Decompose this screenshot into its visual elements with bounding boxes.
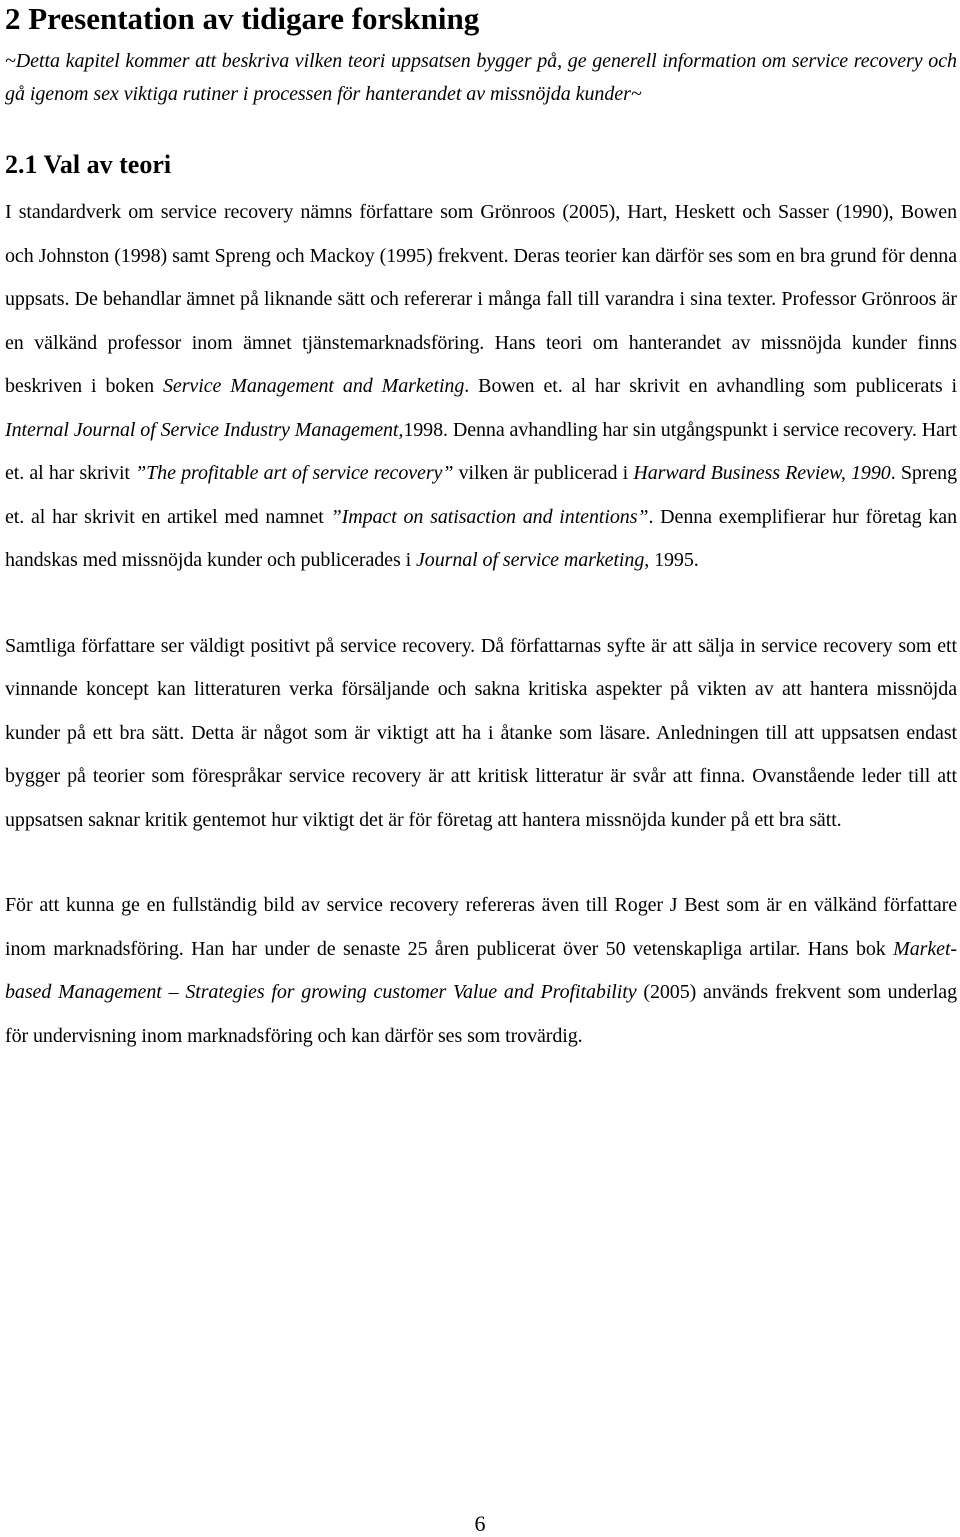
text-run: . Bowen et. al har skrivit en avhandling som publicerats i xyxy=(464,375,957,397)
text-run: (2005) används frekvent som underlag för undervisning inom marknadsföring och kan därför ses som trovärdig. xyxy=(5,981,957,1047)
paragraph-theory-sources xyxy=(5,191,957,583)
article-title: ”The profitable art of service recovery” xyxy=(135,462,454,484)
article-title: ”Impact on satisaction and intentions” xyxy=(330,505,649,528)
journal-title: Internal Journal of Service Industry Management, xyxy=(5,418,404,441)
section-title: 2.1 Val av teori xyxy=(5,150,172,179)
paragraph-roger-best xyxy=(5,884,957,1058)
text-run: . Denna exemplifierar hur företag kan handskas med missnöjda kunder och publicerades i xyxy=(5,505,958,571)
journal-title: Harward Business Review, 1990 xyxy=(633,462,891,484)
text-run: . Spreng et. al har skrivit en artikel med namnet xyxy=(5,462,957,528)
text-run: För att kunna ge en fullständig bild av service recovery refereras även till Roger J Best som är en välkänd författare inom marknadsföring. Han har under de senaste 25 åren publicerat över 50 vetenskapliga artilar. Hans bok xyxy=(5,894,957,960)
paragraph-critique: Samtliga författare ser väldigt positivt på service recovery. Då författarnas syfte är att sälja in service recovery som ett vinnande koncept kan litteraturen verka försäljande och sakna kritiska aspekter på vikten av att hantera missnöjda kunder på ett bra sätt. Detta är något som är viktigt att ha i åtanke som läsare. Anledningen till att uppsatsen endast bygger på teorier som förespråkar service recovery är att kritisk litteratur är svår att finna. Ovanstående leder till att uppsatsen saknar kritik gentemot hur viktigt det är för företag att hantera missnöjda kunder på ett bra sätt. xyxy=(5,634,957,831)
text-run: , 1995. xyxy=(644,549,699,571)
document-page xyxy=(5,0,957,1058)
text-run: 1998. Denna avhandling har sin utgångspunkt i service recovery. Hart et. al har skrivit xyxy=(5,418,957,484)
page-number: 6 xyxy=(474,1511,486,1536)
journal-title: Journal of service marketing xyxy=(415,549,645,571)
chapter-intro: ~Detta kapitel kommer att beskriva vilken teori uppsatsen bygger på, ge generell information om service recovery och gå igenom sex viktiga rutiner i processen för hanterandet av missnöjda kunder~ xyxy=(5,50,957,105)
chapter-title: 2 Presentation av tidigare forskning xyxy=(5,1,480,36)
book-title: Market-based Management – Strategies for growing customer Value and Profitability xyxy=(5,937,957,1003)
text-run: vilken är publicerad i xyxy=(453,462,634,484)
book-title: Service Management and Marketing xyxy=(163,375,465,397)
text-run: I standardverk om service recovery nämns författare som Grönroos (2005), Hart, Heskett och Sasser (1990), Bowen och Johnston (1998) samt Spreng och Mackoy (1995) frekvent. Deras teorier kan därför ses som en bra grund för denna uppsats. De behandlar ämnet på liknande sätt och refererar i många fall till varandra i sina texter. Professor Grönroos är en välkänd professor inom ämnet tjänstemarknadsföring. Hans teori om hanterandet av missnöjda kunder finns beskriven i boken xyxy=(5,201,957,397)
